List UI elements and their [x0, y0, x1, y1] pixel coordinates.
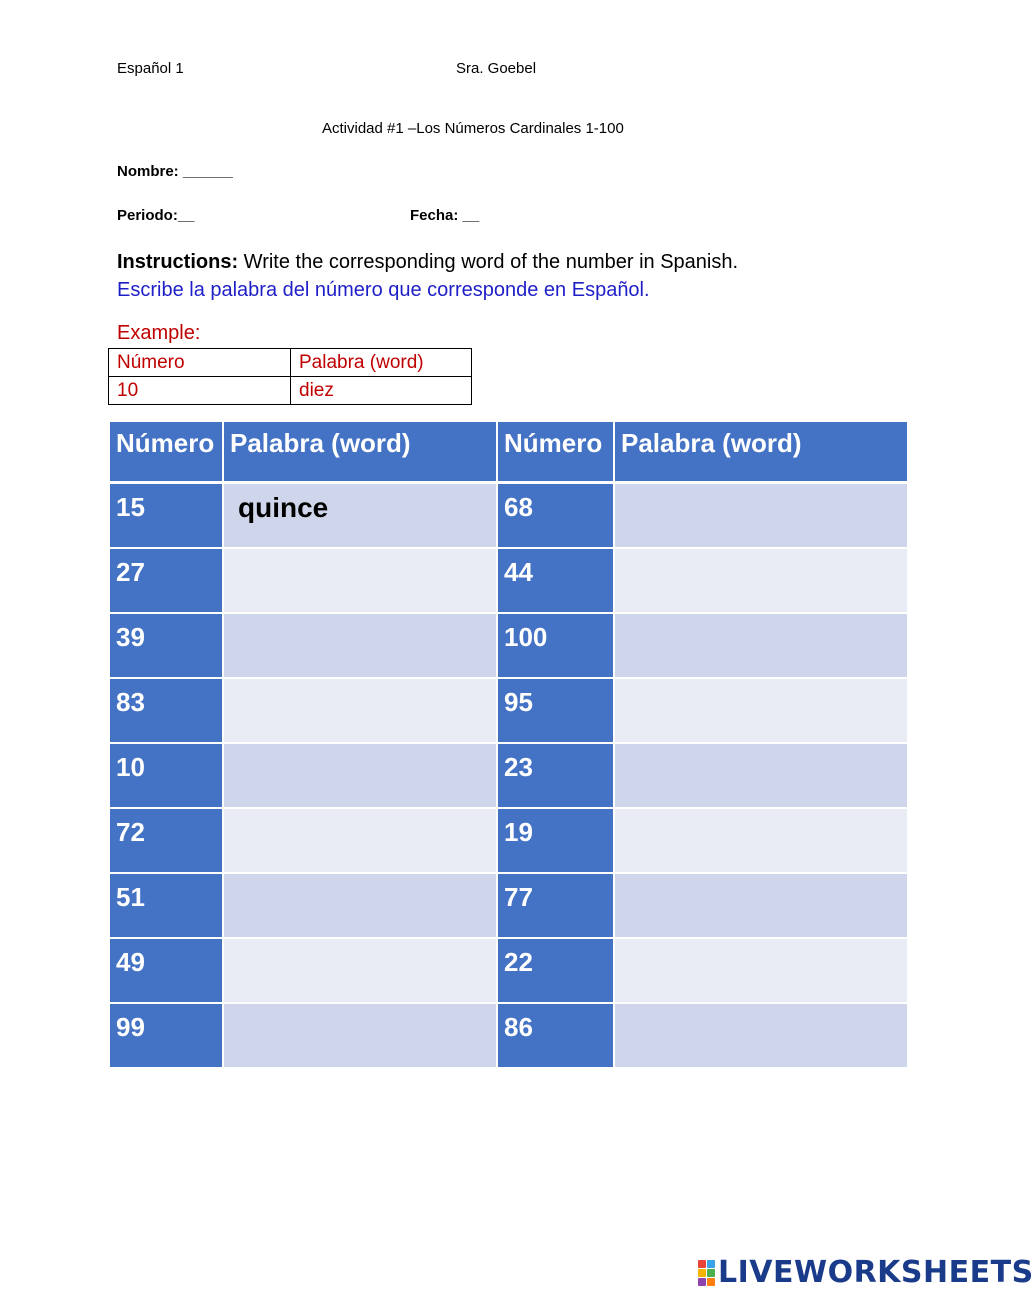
number-cell: 99	[110, 1004, 224, 1069]
instructions-spanish: Escribe la palabra del número que corresponde en Español.	[117, 279, 650, 301]
number-cell: 39	[110, 614, 224, 679]
number-cell: 83	[110, 679, 224, 744]
name-field: Nombre: ______	[117, 163, 233, 180]
number-cell: 68	[498, 484, 615, 549]
example-header-word: Palabra (word)	[291, 349, 472, 377]
word-answer-input[interactable]	[224, 809, 498, 874]
word-answer-input[interactable]	[224, 939, 498, 1004]
page-title: Actividad #1 –Los Números Cardinales 1-100	[322, 120, 624, 137]
number-cell: 72	[110, 809, 224, 874]
instructions-text: Write the corresponding word of the number in Spanish.	[238, 251, 739, 273]
example-header-number: Número	[109, 349, 291, 377]
logo-square	[707, 1269, 715, 1277]
header-word-2: Palabra (word)	[615, 422, 909, 484]
word-answer-input[interactable]	[615, 874, 909, 939]
number-cell: 44	[498, 549, 615, 614]
table-row	[110, 874, 909, 939]
word-answer-input[interactable]	[224, 549, 498, 614]
number-cell: 22	[498, 939, 615, 1004]
period-field: Periodo:__	[117, 207, 195, 224]
table-row	[110, 939, 909, 1004]
number-cell: 15	[110, 484, 224, 549]
instructions-label: Instructions:	[117, 251, 239, 273]
table-header-row	[110, 422, 909, 484]
word-answer-input[interactable]	[615, 679, 909, 744]
number-cell: 49	[110, 939, 224, 1004]
number-cell: 23	[498, 744, 615, 809]
table-row	[110, 809, 909, 874]
instructions	[117, 251, 738, 274]
word-answer-input[interactable]	[615, 549, 909, 614]
course-label: Español 1	[117, 60, 184, 77]
number-cell: 86	[498, 1004, 615, 1069]
table-row	[110, 679, 909, 744]
logo-square	[698, 1260, 706, 1268]
logo-square	[707, 1260, 715, 1268]
number-cell: 27	[110, 549, 224, 614]
logo-square	[707, 1278, 715, 1286]
word-answer-input[interactable]	[224, 874, 498, 939]
table-row	[110, 549, 909, 614]
word-answer-input[interactable]	[615, 809, 909, 874]
header-number-1: Número	[110, 422, 224, 484]
number-cell: 95	[498, 679, 615, 744]
example-number: 10	[109, 377, 291, 405]
table-row	[110, 484, 909, 549]
word-answer-input[interactable]	[615, 1004, 909, 1069]
number-cell: 10	[110, 744, 224, 809]
number-cell: 77	[498, 874, 615, 939]
example-word: diez	[291, 377, 472, 405]
table-row	[110, 744, 909, 809]
word-answer-input[interactable]	[615, 939, 909, 1004]
word-answer-input[interactable]: quince	[224, 484, 498, 549]
header-number-2: Número	[498, 422, 615, 484]
table-row	[110, 614, 909, 679]
word-answer-input[interactable]	[224, 1004, 498, 1069]
example-header-row	[109, 349, 472, 377]
logo-square	[698, 1278, 706, 1286]
example-label: Example:	[117, 322, 201, 344]
word-answer-input[interactable]	[224, 679, 498, 744]
number-cell: 19	[498, 809, 615, 874]
word-answer-input[interactable]	[224, 744, 498, 809]
example-row	[109, 377, 472, 405]
teacher-label: Sra. Goebel	[456, 60, 537, 77]
number-cell: 100	[498, 614, 615, 679]
logo-text: LIVEWORKSHEETS	[718, 1255, 1034, 1290]
number-cell: 51	[110, 874, 224, 939]
word-answer-input[interactable]	[615, 744, 909, 809]
logo-square	[698, 1269, 706, 1277]
word-answer-input[interactable]	[615, 484, 909, 549]
liveworksheets-logo	[698, 1255, 1034, 1290]
example-table	[108, 348, 472, 405]
word-answer-input[interactable]	[224, 614, 498, 679]
header-word-1: Palabra (word)	[224, 422, 498, 484]
numbers-table	[110, 422, 909, 1069]
word-answer-input[interactable]	[615, 614, 909, 679]
date-field: Fecha: __	[410, 207, 480, 224]
table-row	[110, 1004, 909, 1069]
liveworksheets-logo-icon	[698, 1260, 715, 1286]
